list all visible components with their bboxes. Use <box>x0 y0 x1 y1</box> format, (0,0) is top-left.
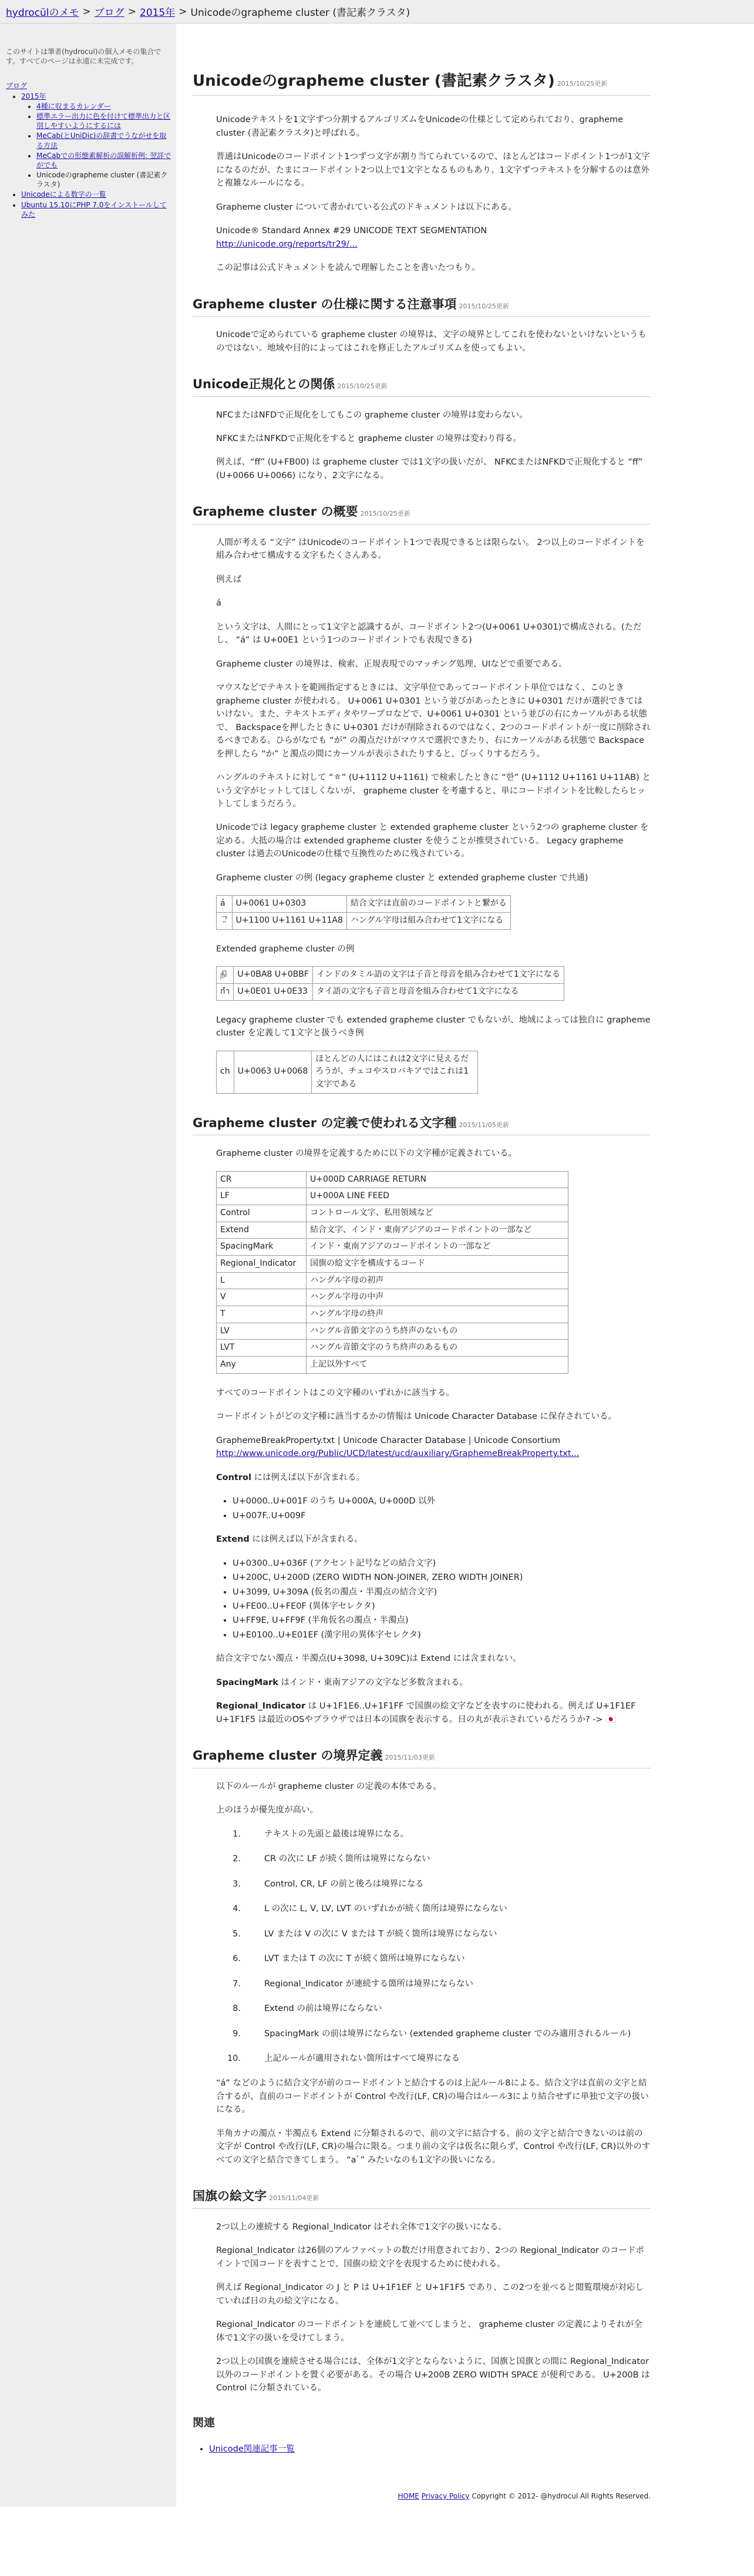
list-item: 2. CR の次に LF が続く箇所は境界にならない <box>233 1854 430 1864</box>
paragraph: Unicodeで定められている grapheme cluster の境界は、文字の境界としてこれを使わないといけないというものではない。地域や目的によってはこれを修正したアルゴリズムを使ってもよい。 <box>216 330 647 353</box>
breadcrumb-blog-link[interactable]: ブログ <box>94 7 124 19</box>
example-table-local <box>216 1051 478 1094</box>
related-heading: 関連 <box>193 2416 216 2430</box>
table-row: LVT ハングル音節文字のうち終声のあるもの <box>217 1340 568 1357</box>
boundary-rules <box>216 1828 651 2066</box>
sidebar-post-current: • Unicodeのgrapheme cluster (書記素クラスタ) <box>36 170 171 189</box>
table-row: ᄀᆢ U+1100 U+1161 U+11A8 ハングル字母は組み合わせて1文字になる <box>217 913 511 930</box>
example-table-extended <box>216 966 564 1000</box>
control-list <box>216 1495 651 1522</box>
paragraph: Grapheme cluster の境界を定義するために以下の文字種が定義されている。 <box>216 1149 517 1159</box>
table-row: LF U+000A LINE FEED <box>217 1188 568 1205</box>
breadcrumb-current: Unicodeのgrapheme cluster (書記素クラスタ) <box>190 7 410 19</box>
paragraph: という文字は、人間にとって1文字と認識するが、コードポイント2つ(U+0061 U+0301)で構成される。(ただし、 “á” は U+00E1 という1つのコードポイントでも表現できる) <box>216 622 642 645</box>
breadcrumb-year-link[interactable]: 2015年 <box>140 7 176 19</box>
paragraph: “á” などのように結合文字が前のコードポイントと結合するのは上記ルール8による。結合文字は直前の文字と結合するが、直前のコードポイントが Control や改行(LF, CR)の場合はルール3により結合せずに単独で文字の扱いになる。 <box>216 2079 649 2115</box>
page-title: Unicodeのgrapheme cluster (書記素クラスタ) 2015/10/25更新 <box>193 69 651 96</box>
paragraph: 2つ以上の国旗を連続させる場合には、全体が1文字とならないように、国旗と国旗との間に Regional_Indicator 以外のコードポイントを置く必要がある。その場合 U+200B ZERO WIDTH SPACE が便利である。 U+200B は Control に分類されている。 <box>216 2357 650 2393</box>
paragraph: Extended grapheme cluster の例 <box>216 944 355 954</box>
paragraph: Regional_Indicator のコードポイントを連続して並べてしまうと、 grapheme cluster の定義によりそれが全体で1文字の扱いを受けてしまう。 <box>216 2320 642 2343</box>
footer <box>193 2491 651 2507</box>
updated-date: 2015/10/25更新 <box>557 80 608 88</box>
updated-date: 2015/10/25更新 <box>360 510 410 518</box>
paragraph: Control には例えば以下が含まれる。 <box>216 1472 365 1482</box>
paragraph: Unicodeテキストを1文字ずつ分割するアルゴリズムをUnicodeの仕様として定められており、grapheme cluster (書記素クラスタ)と呼ばれる。 <box>216 115 624 138</box>
list-item: • U+0000..U+001F のうち U+000A, U+000D 以外 <box>233 1495 651 1508</box>
paragraph: すべてのコードポイントはこの文字種のいずれかに該当する。 <box>216 1388 455 1398</box>
breadcrumb <box>0 0 754 23</box>
example-char: á <box>216 598 221 608</box>
table-row: Control コントロール文字、私用領域など <box>217 1205 568 1222</box>
article <box>193 23 651 2507</box>
ucd-reference: GraphemeBreakProperty.txt | Unicode Character Database | Unicode Consortium http://www.unicode.org/Public/UCD/latest/ucd/auxiliary/GraphemeBreakProperty.txt... <box>216 1435 580 1459</box>
related-list <box>193 2443 651 2456</box>
table-row: Any 上記以外すべて <box>217 1357 568 1374</box>
list-item: 6. LVT または T の次に T が続く箇所は境界にならない <box>233 1954 465 1964</box>
sidebar-blog-link[interactable]: ブログ <box>6 82 28 90</box>
paragraph: 半角カナの濁点・半濁点も Extend に分類されるので、前の文字に結合する。前の文字と結合できないのは前の文字が Control や改行(LF, CR)の場合に限る。つまり前の文字は仮名に限らず、Control や改行(LF, CR)以外のすべての文字と結合できてしまう。 “aﾞ” みたいなのも1文字の扱いになる。 <box>216 2128 651 2165</box>
list-item: 4. L の次に L, V, LV, LVT のいずれかが続く箇所は境界にならない <box>233 1904 507 1914</box>
list-item: • U+FF9E, U+FF9F (半角仮名の濁点・半濁点) <box>233 1614 651 1627</box>
list-item: • U+E0100..U+E01EF (漢字用の異体字セレクタ) <box>233 1629 651 1642</box>
paragraph: 普通はUnicodeのコードポイント1つずつ文字が割り当てられているので、ほとんどはコードポイント1つが1文字になるのだが、たまにコードポイント2つ以上で1文字となるものもあり、1文字ずつテキストを分解するのは意外と複雑なルールになる。 <box>216 152 650 189</box>
paragraph: 2つ以上の連続する Regional_Indicator はそれ全体で1文字の扱いになる。 <box>216 2222 507 2232</box>
paragraph: 例えば Regional_Indicator の J と P は U+1F1EF と U+1F1F5 であり、この2つを並べると閲覧環境が対応していれば日の丸の絵文字になる。 <box>216 2283 644 2306</box>
table-row: L ハングル字母の初声 <box>217 1272 568 1289</box>
section-heading: Grapheme cluster の境界定義 2015/11/03更新 <box>193 1746 651 1768</box>
updated-date: 2015/10/25更新 <box>337 382 388 390</box>
paragraph: NFCまたはNFDで正規化をしてもこの grapheme cluster の境界は変わらない。 <box>216 410 528 420</box>
updated-date: 2015/11/04更新 <box>269 2194 319 2202</box>
list-item: • U+3099, U+309A (仮名の濁点・半濁点の結合文字) <box>233 1586 651 1599</box>
table-row: LV ハングル音節文字のうち終声のないもの <box>217 1323 568 1340</box>
section-heading: Unicode正規化との関係 2015/10/25更新 <box>193 375 651 397</box>
sidebar-post-link[interactable]: MeCab(とUniDic)の辞書でうながせを取る方法 <box>36 132 167 150</box>
updated-date: 2015/11/03更新 <box>385 1754 435 1762</box>
paragraph: SpacingMark はインド・東南アジアの文字など多数含まれる。 <box>216 1677 468 1687</box>
table-row: ch U+0063 U+0068 ほとんどの人にはこれは2文字に見えるだろうが、チェコやスロバキアではこれは1文字である <box>217 1051 478 1093</box>
paragraph: 結合文字でない濁点・半濁点(U+3098, U+309C)は Extend には含まれない。 <box>216 1654 521 1664</box>
list-item: • U+007F..U+009F <box>233 1509 651 1522</box>
sidebar-post-link[interactable]: Unicodeによる数字の一覧 <box>21 190 106 199</box>
table-row: நி U+0BA8 U+0BBF インドのタミル語の文字は子音と母音を組み合わせて1文字になる <box>217 967 564 984</box>
list-item: • U+FE00..U+FE0F (異体字セレクタ) <box>233 1600 651 1613</box>
footer-privacy-link[interactable]: Privacy Policy <box>421 2492 470 2501</box>
paragraph: ハングルのテキストに対して “ㅎ” (U+1112 U+1161) で検索したときに “한” (U+1112 U+1161 U+11AB) という文字がヒットしてほしくないが、 grapheme cluster を考慮すると、単にコードポイントを比較したらヒットしてしまうだろう。 <box>216 773 651 809</box>
paragraph: Extend には例えば以下が含まれる。 <box>216 1535 363 1545</box>
section-heading: Grapheme cluster の定義で使われる文字種 2015/11/05更新 <box>193 1114 651 1136</box>
table-row: SpacingMark インド・東南アジアのコードポイントの一部など <box>217 1239 568 1256</box>
paragraph: Grapheme cluster の境界は、検索、正規表現でのマッチング処理、UIなどで重要である。 <box>216 659 567 669</box>
paragraph: 例えば <box>216 574 242 584</box>
paragraph: Regional_Indicator は U+1F1E6..U+1F1FF で国旗の絵文字などを表すのに使われる。例えば U+1F1EF U+1F1F5 は最近のOSやブラウザでは日本の国旗を表示する。日の丸が表示されているだろうか? -> 🇯🇵 <box>216 1701 636 1724</box>
list-item: 5. LV または V の次に V または T が続く箇所は境界にならない <box>233 1929 497 1939</box>
sidebar-post-link[interactable]: Ubuntu 15.10にPHP 7.0をインストールしてみた <box>21 200 167 218</box>
list-item: 7. Regional_Indicator が連続する箇所は境界にならない <box>233 1979 473 1989</box>
paragraph: 例えば、“ﬀ” (U+FB00) は grapheme cluster では1文字の扱いだが、 NFKCまたはNFKDで正規化すると “ff” (U+0066 U+0066) になり、2文字になる。 <box>216 458 643 480</box>
paragraph: Unicodeでは legacy grapheme cluster と extended grapheme cluster という2つの grapheme cluster を定める。大抵の場合は extended grapheme cluster を使うことが推奨されている。 Legacy grapheme cluster は過去のUnicodeの仕様で互換性のために残されている。 <box>216 823 649 859</box>
section-heading: Grapheme cluster の概要 2015/10/25更新 <box>193 502 651 524</box>
ucd-link[interactable]: http://www.unicode.org/Public/UCD/latest/ucd/auxiliary/GraphemeBreakProperty.txt... <box>216 1449 580 1459</box>
updated-date: 2015/11/05更新 <box>459 1121 509 1129</box>
list-item: • U+0300..U+036F (アクセント記号などの結合文字) <box>233 1557 651 1570</box>
breadcrumb-separator: > <box>127 5 136 18</box>
sidebar-year-link[interactable]: 2015年 <box>21 92 46 100</box>
char-type-table <box>216 1171 568 1374</box>
table-row: CR U+000D CARRIAGE RETURN <box>217 1171 568 1188</box>
table-row: T ハングル字母の終声 <box>217 1306 568 1323</box>
related-link[interactable]: Unicode関連記事一覧 <box>209 2444 295 2454</box>
sidebar-post-link[interactable]: MeCabでの形態素解析の誤解析例: 翌詳でがでも <box>36 151 171 169</box>
updated-date: 2015/10/25更新 <box>459 302 509 310</box>
list-item: 8. Extend の前は境界にならない <box>233 2004 382 2014</box>
copyright: Copyright © 2012- @hydrocul All Rights Reserved. <box>472 2492 651 2501</box>
table-row: Extend 結合文字、インド・東南アジアのコードポイントの一部など <box>217 1222 568 1239</box>
table-row: กำ U+0E01 U+0E33 タイ語の文字も子音と母音を組み合わせて1文字になる <box>217 983 564 1000</box>
table-row: á U+0061 U+0303 結合文字は直前のコードポイントと繋がる <box>217 896 511 913</box>
paragraph: この記事は公式ドキュメントを読んで理解したことを書いたつもり。 <box>216 263 480 273</box>
list-item: 1. テキストの先頭と最後は境界になる。 <box>233 1829 409 1839</box>
sidebar <box>0 23 176 2507</box>
section-heading: 国旗の絵文字 2015/11/04更新 <box>193 2187 651 2209</box>
section-heading: Grapheme cluster の仕様に関する注意事項 2015/10/25更新 <box>193 295 651 317</box>
list-item: 10. 上記ルールが適用されない箇所はすべて境界になる <box>227 2053 460 2063</box>
paragraph: 上のほうが優先度が高い。 <box>216 1805 318 1815</box>
paragraph: コードポイントがどの文字種に該当するかの情報は Unicode Character Database に保存されている。 <box>216 1412 617 1422</box>
table-row: V ハングル字母の中声 <box>217 1289 568 1306</box>
paragraph: Grapheme cluster の例 (legacy grapheme cluster と extended grapheme cluster で共通) <box>216 873 588 883</box>
doc-reference: Unicode® Standard Annex #29 UNICODE TEXT SEGMENTATION http://unicode.org/reports/tr29/... <box>216 226 487 249</box>
paragraph: Legacy grapheme cluster でも extended grapheme cluster でもないが、地域によっては独自に grapheme cluster を定義して1文字と扱うべき例 <box>216 1015 651 1038</box>
table-row: Regional_Indicator 国旗の絵文字を構成するコード <box>217 1256 568 1273</box>
list-item: 9. SpacingMark の前は境界にならない (extended grapheme cluster でのみ適用されるルール) <box>233 2029 631 2039</box>
site-intro: このサイトは筆者(hydrocul)の個人メモの集合です。すべてのページは永遠に未完成です。 <box>6 48 161 66</box>
breadcrumb-separator: > <box>82 5 91 18</box>
paragraph: 以下のルールが grapheme cluster の定義の本体である。 <box>216 1781 442 1791</box>
sidebar-post-link[interactable]: 標準エラー出力に色を付けて標準出力と区別しやすいようにするには <box>36 112 171 130</box>
paragraph: Grapheme cluster について書かれている公式のドキュメントは以下にある。 <box>216 202 517 212</box>
footer-home-link[interactable]: HOME <box>398 2492 419 2501</box>
doc-reference-link[interactable]: http://unicode.org/reports/tr29/... <box>216 239 358 249</box>
breadcrumb-site-link[interactable]: hydrocülのメモ <box>6 7 79 19</box>
list-item: • U+200C, U+200D (ZERO WIDTH NON-JOINER, ZERO WIDTH JOINER) <box>233 1571 651 1584</box>
example-table-common <box>216 895 511 929</box>
paragraph: マウスなどでテキストを範囲指定するときには、文字単位であってコードポイント単位ではなく、このときgrapheme cluster が使われる。 U+0061 U+0301 という並びがあったときに U+0301 だけが選択できてはいけない。また、テキストエディタやワープロなどで、U+0061 U+0301 という並びの右にカーソルがある状態で、 Backspaceを押したときに U+0301 だけが削除されるのではなく、2つのコードポイントが一度に削除されるべきである。ひらがなでも “が” の濁点だけがマウスで選択できたり、右にカーソルがある状態で Backspaceを押したら “か” と濁点の間にカーソルが表示されたりすると、びっくりするだろう。 <box>216 683 651 759</box>
list-item: 3. Control, CR, LF の前と後ろは境界になる <box>233 1879 424 1889</box>
paragraph: NFKCまたはNFKDで正規化をすると grapheme cluster の境界は変わり得る。 <box>216 434 521 444</box>
extend-list <box>216 1557 651 1642</box>
paragraph: Regional_Indicator は26個のアルファベットの数だけ用意されており、2つの Regional_Indicator のコードポイントで国コードを表すことで、国旗の絵文字を表現するために使われる。 <box>216 2246 644 2269</box>
paragraph: 人間が考える “文字” はUnicodeのコードポイント1つで表現できるとは限らない。 2つ以上のコードポイントを組み合わせて構成する文字もたくさんある。 <box>216 537 645 561</box>
sidebar-post-link[interactable]: 4種に収まるカレンダー <box>36 102 111 110</box>
breadcrumb-separator: > <box>179 5 187 18</box>
sidebar-nav <box>6 81 171 219</box>
